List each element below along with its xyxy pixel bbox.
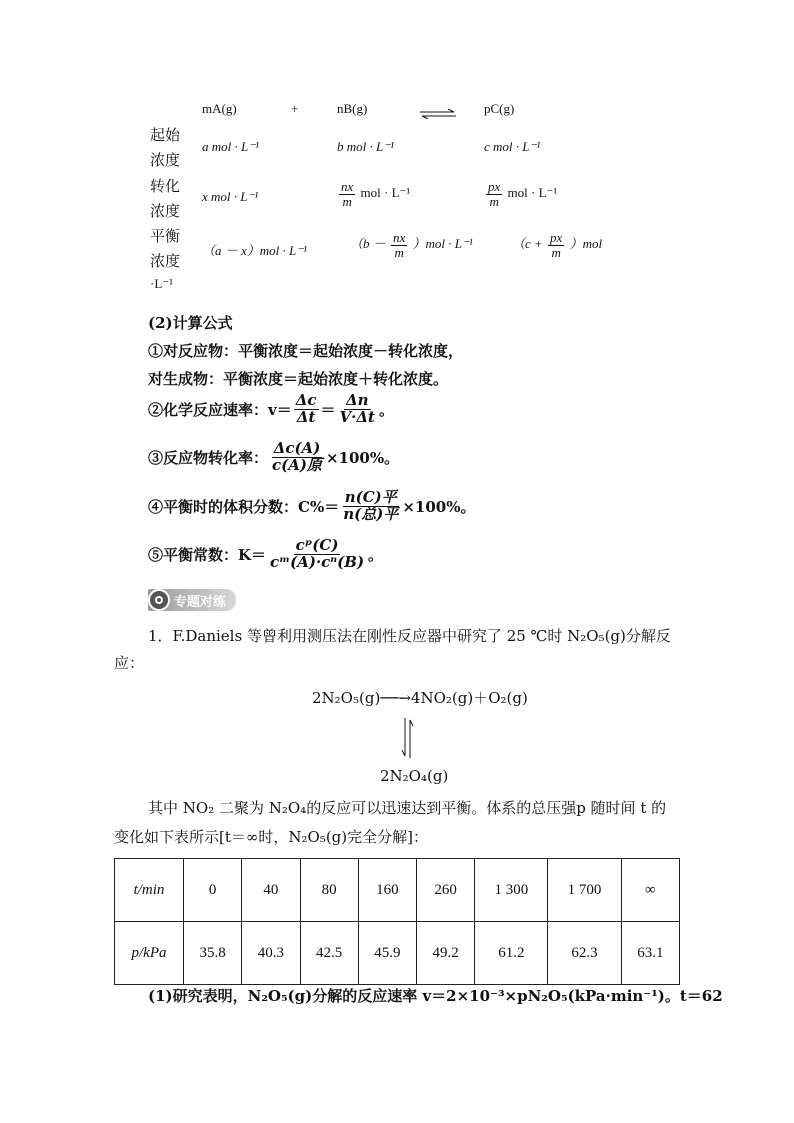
table-cell: 160 (358, 859, 416, 922)
problem-text-1: 其中 NO₂ 二聚为 N₂O₄的反应可以迅速达到平衡。体系的总压强p 随时间 t 的 (148, 799, 667, 817)
table-row (115, 922, 680, 985)
table-cell: 0 (184, 859, 242, 922)
problem-intro-1: 1．F.Daniels 等曾利用测压法在刚性反应器中研究了 25 ℃时 N₂O₅(g)分解反 (148, 627, 671, 645)
equil-c: （c + $\frac{px}{m}$ ）mol (512, 230, 603, 260)
equilibrium-vertical-arrow (398, 716, 418, 760)
table-row (115, 859, 680, 922)
data-table (114, 858, 680, 985)
reactant-a: mA(g) (202, 101, 237, 116)
label-initial-1: 起始 (150, 126, 181, 144)
table-cell: 63.1 (621, 922, 679, 985)
formula-3: ③反应物转化率： $\frac{\Delta c(A)}{\text{c(A)原}}$ ×100%。 (148, 439, 400, 474)
reactant-b: nB(g) (337, 101, 368, 116)
badge-label: 专题对练 (174, 595, 227, 610)
table-cell: 49.2 (417, 922, 475, 985)
table-cell: 1 300 (475, 859, 548, 922)
section-badge (148, 589, 236, 611)
equil-a: （a － x）mol · L⁻¹ (202, 243, 308, 258)
target-icon (148, 589, 170, 611)
label-equil-1: 平衡 (150, 227, 181, 245)
equation-main: 2N₂O₅(g)──→4NO₂(g)＋O₂(g) (312, 689, 528, 707)
table-cell: 35.8 (184, 922, 242, 985)
problem-text-2: 变化如下表所示[t＝∞时，N₂O₅(g)完全分解]： (114, 828, 428, 846)
formulas-heading: (2)计算公式 (148, 314, 233, 332)
equation-sub: 2N₂O₄(g) (380, 767, 449, 785)
label-initial-2: 浓度 (150, 151, 181, 169)
initial-b: b mol · L⁻¹ (337, 139, 394, 154)
table-cell: 260 (417, 859, 475, 922)
change-b: $\frac{nx}{m}$ mol · L⁻¹ (341, 179, 411, 209)
table-cell: 61.2 (475, 922, 548, 985)
initial-a: a mol · L⁻¹ (202, 139, 259, 154)
label-unit-tail: ·L⁻¹ (150, 276, 174, 291)
plus-sign: + (291, 101, 299, 116)
initial-c: c mol · L⁻¹ (484, 139, 541, 154)
formula-5: ⑤平衡常数：K＝ $\frac{\text{cᵖ(C)}}{\text{cᵐ(A)·cⁿ(B)}}$ 。 (148, 536, 384, 571)
table-cell: 40.3 (242, 922, 300, 985)
formula-4: ④平衡时的体积分数：C%＝ $\frac{\text{n(C)平}}{\text{n(总)平}}$ ×100%。 (148, 488, 476, 523)
product-c: pC(g) (484, 101, 515, 116)
label-equil-2: 浓度 (150, 252, 181, 270)
table-cell: 62.3 (548, 922, 621, 985)
equilibrium-arrow (418, 104, 458, 114)
table-header-pressure: p/kPa (115, 922, 184, 985)
equil-b: （b － $\frac{nx}{m}$ ）mol · L⁻¹ (350, 230, 473, 260)
table-cell: 45.9 (358, 922, 416, 985)
table-header-time: t/min (115, 859, 184, 922)
change-c: $\frac{px}{m}$ mol · L⁻¹ (488, 179, 558, 209)
problem-question-1: (1)研究表明，N₂O₅(g)分解的反应速率 v＝2×10⁻³×pN₂O₅(kPa·min⁻¹)。t＝62 (148, 987, 723, 1005)
formula-1b: 对生成物：平衡浓度＝起始浓度＋转化浓度。 (148, 370, 449, 388)
table-cell: 1 700 (548, 859, 621, 922)
formula-2: ②化学反应速率：v＝ $\frac{\Delta c}{\Delta t}$ ＝ $\frac{\Delta n}{V\cdot\Delta t}$ 。 (148, 391, 394, 426)
problem-intro-2: 应： (114, 654, 145, 672)
table-cell: ∞ (621, 859, 679, 922)
table-cell: 40 (242, 859, 300, 922)
label-change-1: 转化 (150, 177, 181, 195)
change-a: x mol · L⁻¹ (202, 189, 259, 204)
table-cell: 42.5 (300, 922, 358, 985)
table-cell: 80 (300, 859, 358, 922)
formula-1a: ①对反应物：平衡浓度＝起始浓度－转化浓度， (148, 342, 464, 360)
label-change-2: 浓度 (150, 202, 181, 220)
